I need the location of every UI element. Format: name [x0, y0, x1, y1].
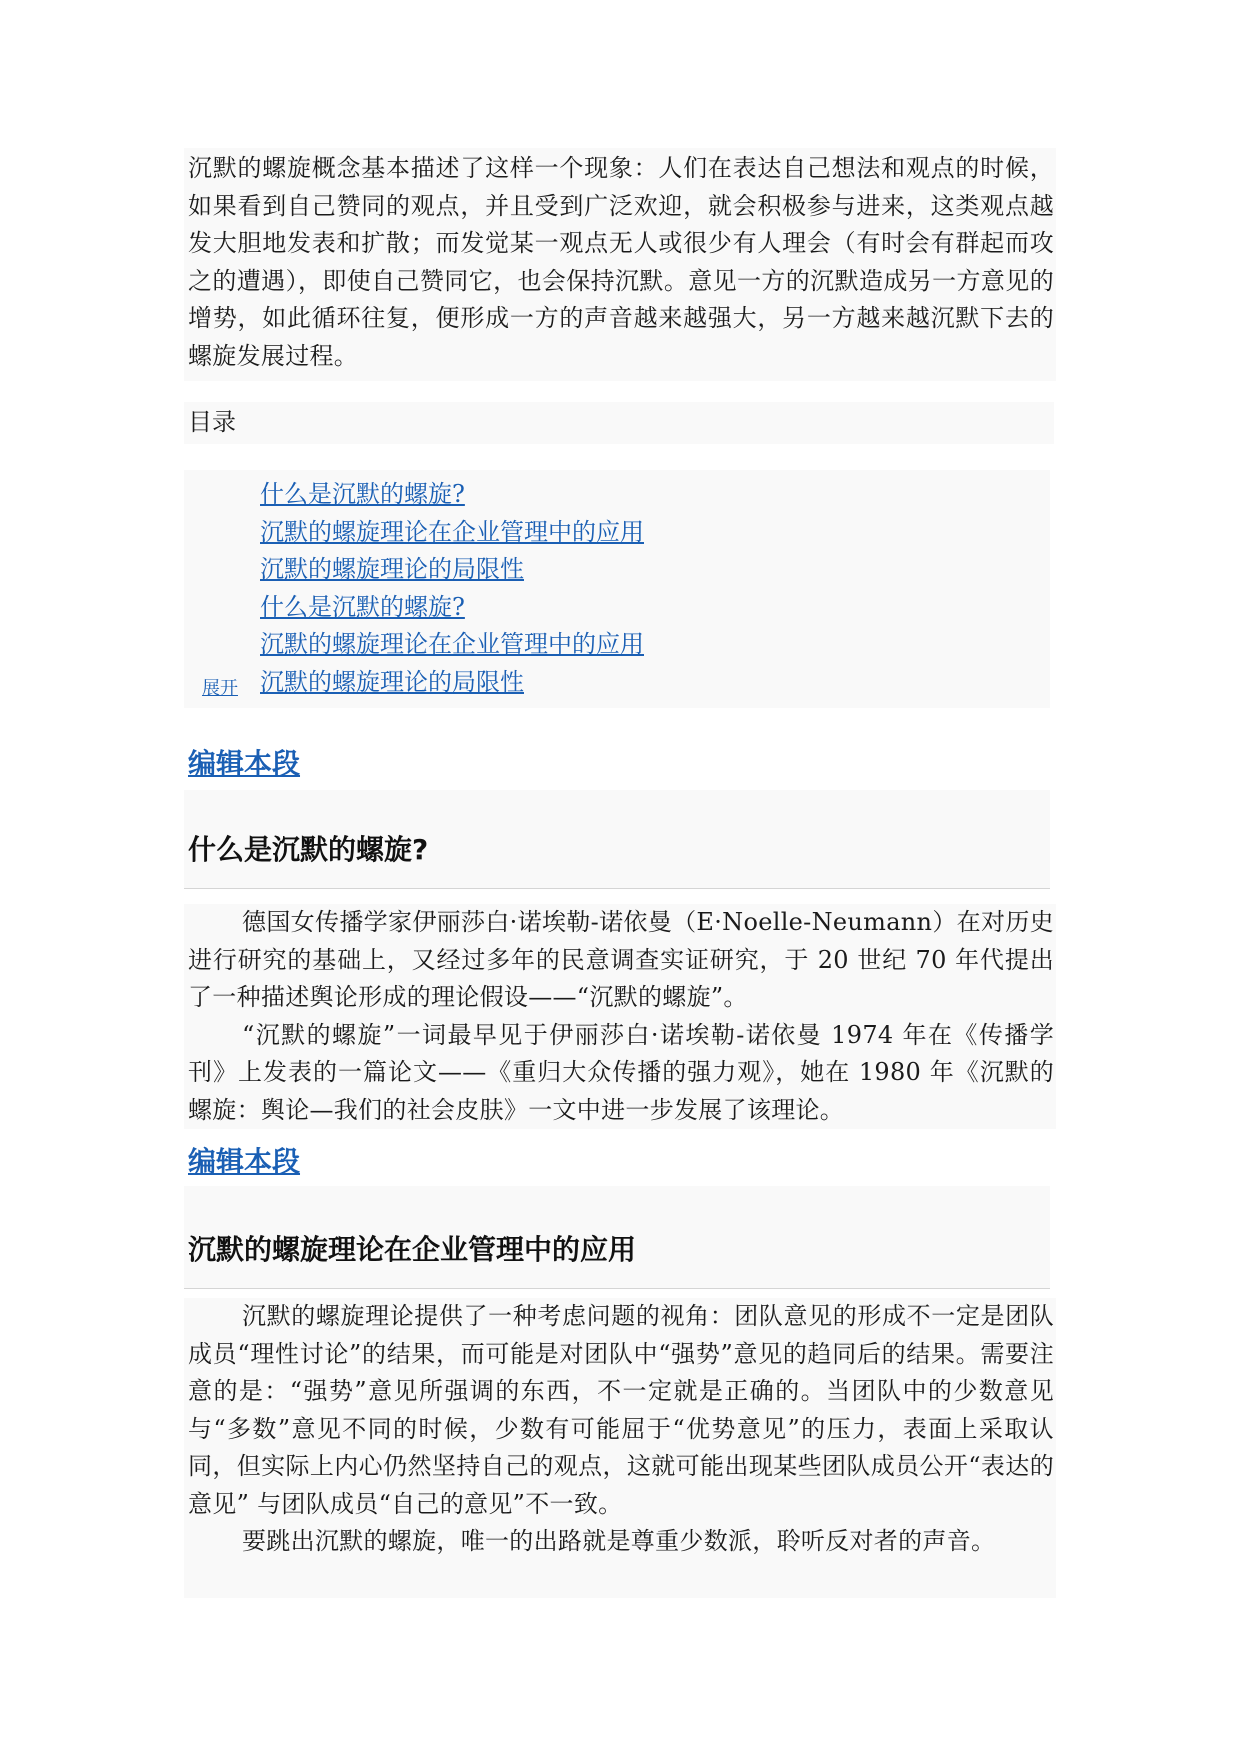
edit-section-link[interactable]: 编辑本段: [188, 1145, 301, 1178]
section-title: 沉默的螺旋理论在企业管理中的应用: [188, 1233, 637, 1266]
paragraph: 德国女传播学家伊丽莎白·诺埃勒-诺依曼（E·Noelle-Neumann）在对历史进行研究的基础上，又经过多年的民意调查实证研究，于 20 世纪 70 年代提出了一种描述舆论形成的理论假设——“沉默的螺旋”。: [188, 908, 1054, 1011]
paragraph: 要跳出沉默的螺旋，唯一的出路就是尊重少数派，聆听反对者的声音。: [242, 1527, 996, 1555]
edit-section-link[interactable]: 编辑本段: [188, 747, 301, 780]
section-title: 什么是沉默的螺旋?: [188, 833, 429, 866]
table-of-contents: [184, 470, 1050, 708]
toc-item: [260, 476, 1050, 514]
toc-item: [260, 664, 1050, 702]
toc-item: [260, 514, 1050, 552]
section-header: [184, 790, 1050, 889]
toc-list: [184, 470, 1050, 701]
intro-block: [184, 148, 1056, 381]
intro-paragraph: 沉默的螺旋概念基本描述了这样一个现象：人们在表达自己想法和观点的时候，如果看到自己赞同的观点，并且受到广泛欢迎，就会积极参与进来，这类观点越发大胆地发表和扩散；而发觉某一观点无人或很少有人理会（有时会有群起而攻之的遭遇），即使自己赞同它，也会保持沉默。意见一方的沉默造成另一方意见的增势，如此循环往复，便形成一方的声音越来越强大，另一方越来越沉默下去的螺旋发展过程。: [188, 154, 1054, 370]
toc-item: [260, 589, 1050, 627]
toc-item: [260, 551, 1050, 589]
toc-link-what-is-2[interactable]: 什么是沉默的螺旋?: [260, 592, 465, 621]
toc-expand-toggle[interactable]: 展开: [202, 678, 238, 699]
toc-link-what-is[interactable]: 什么是沉默的螺旋?: [260, 480, 465, 508]
section-body: [184, 1298, 1056, 1598]
toc-link-application[interactable]: 沉默的螺旋理论在企业管理中的应用: [260, 517, 644, 546]
toc-item: [260, 626, 1050, 664]
toc-title: 目录: [184, 402, 1054, 444]
toc-link-limitations[interactable]: 沉默的螺旋理论的局限性: [260, 555, 524, 583]
section-body: [184, 904, 1056, 1129]
paragraph: 沉默的螺旋理论提供了一种考虑问题的视角：团队意见的形成不一定是团队成员“理性讨论”的结果，而可能是对团队中“强势”意见的趋同后的结果。需要注意的是：“强势”意见所强调的东西，不一定就是正确的。当团队中的少数意见与“多数”意见不同的时候，少数有可能屈于“优势意见”的压力，表面上采取认同，但实际上内心仍然坚持自己的观点，这就可能出现某些团队成员公开“表达的意见” 与团队成员“自己的意见”不一致。: [188, 1302, 1054, 1518]
toc-link-limitations-2[interactable]: 沉默的螺旋理论的局限性: [260, 667, 524, 696]
toc-link-application-2[interactable]: 沉默的螺旋理论在企业管理中的应用: [260, 630, 644, 658]
section-header: [184, 1186, 1050, 1289]
paragraph: “沉默的螺旋”一词最早见于伊丽莎白·诺埃勒-诺依曼 1974 年在《传播学刊》上发表的一篇论文——《重归大众传播的强力观》，她在 1980 年《沉默的螺旋：舆论—我们的社会皮肤》一文中进一步发展了该理论。: [188, 1020, 1054, 1124]
